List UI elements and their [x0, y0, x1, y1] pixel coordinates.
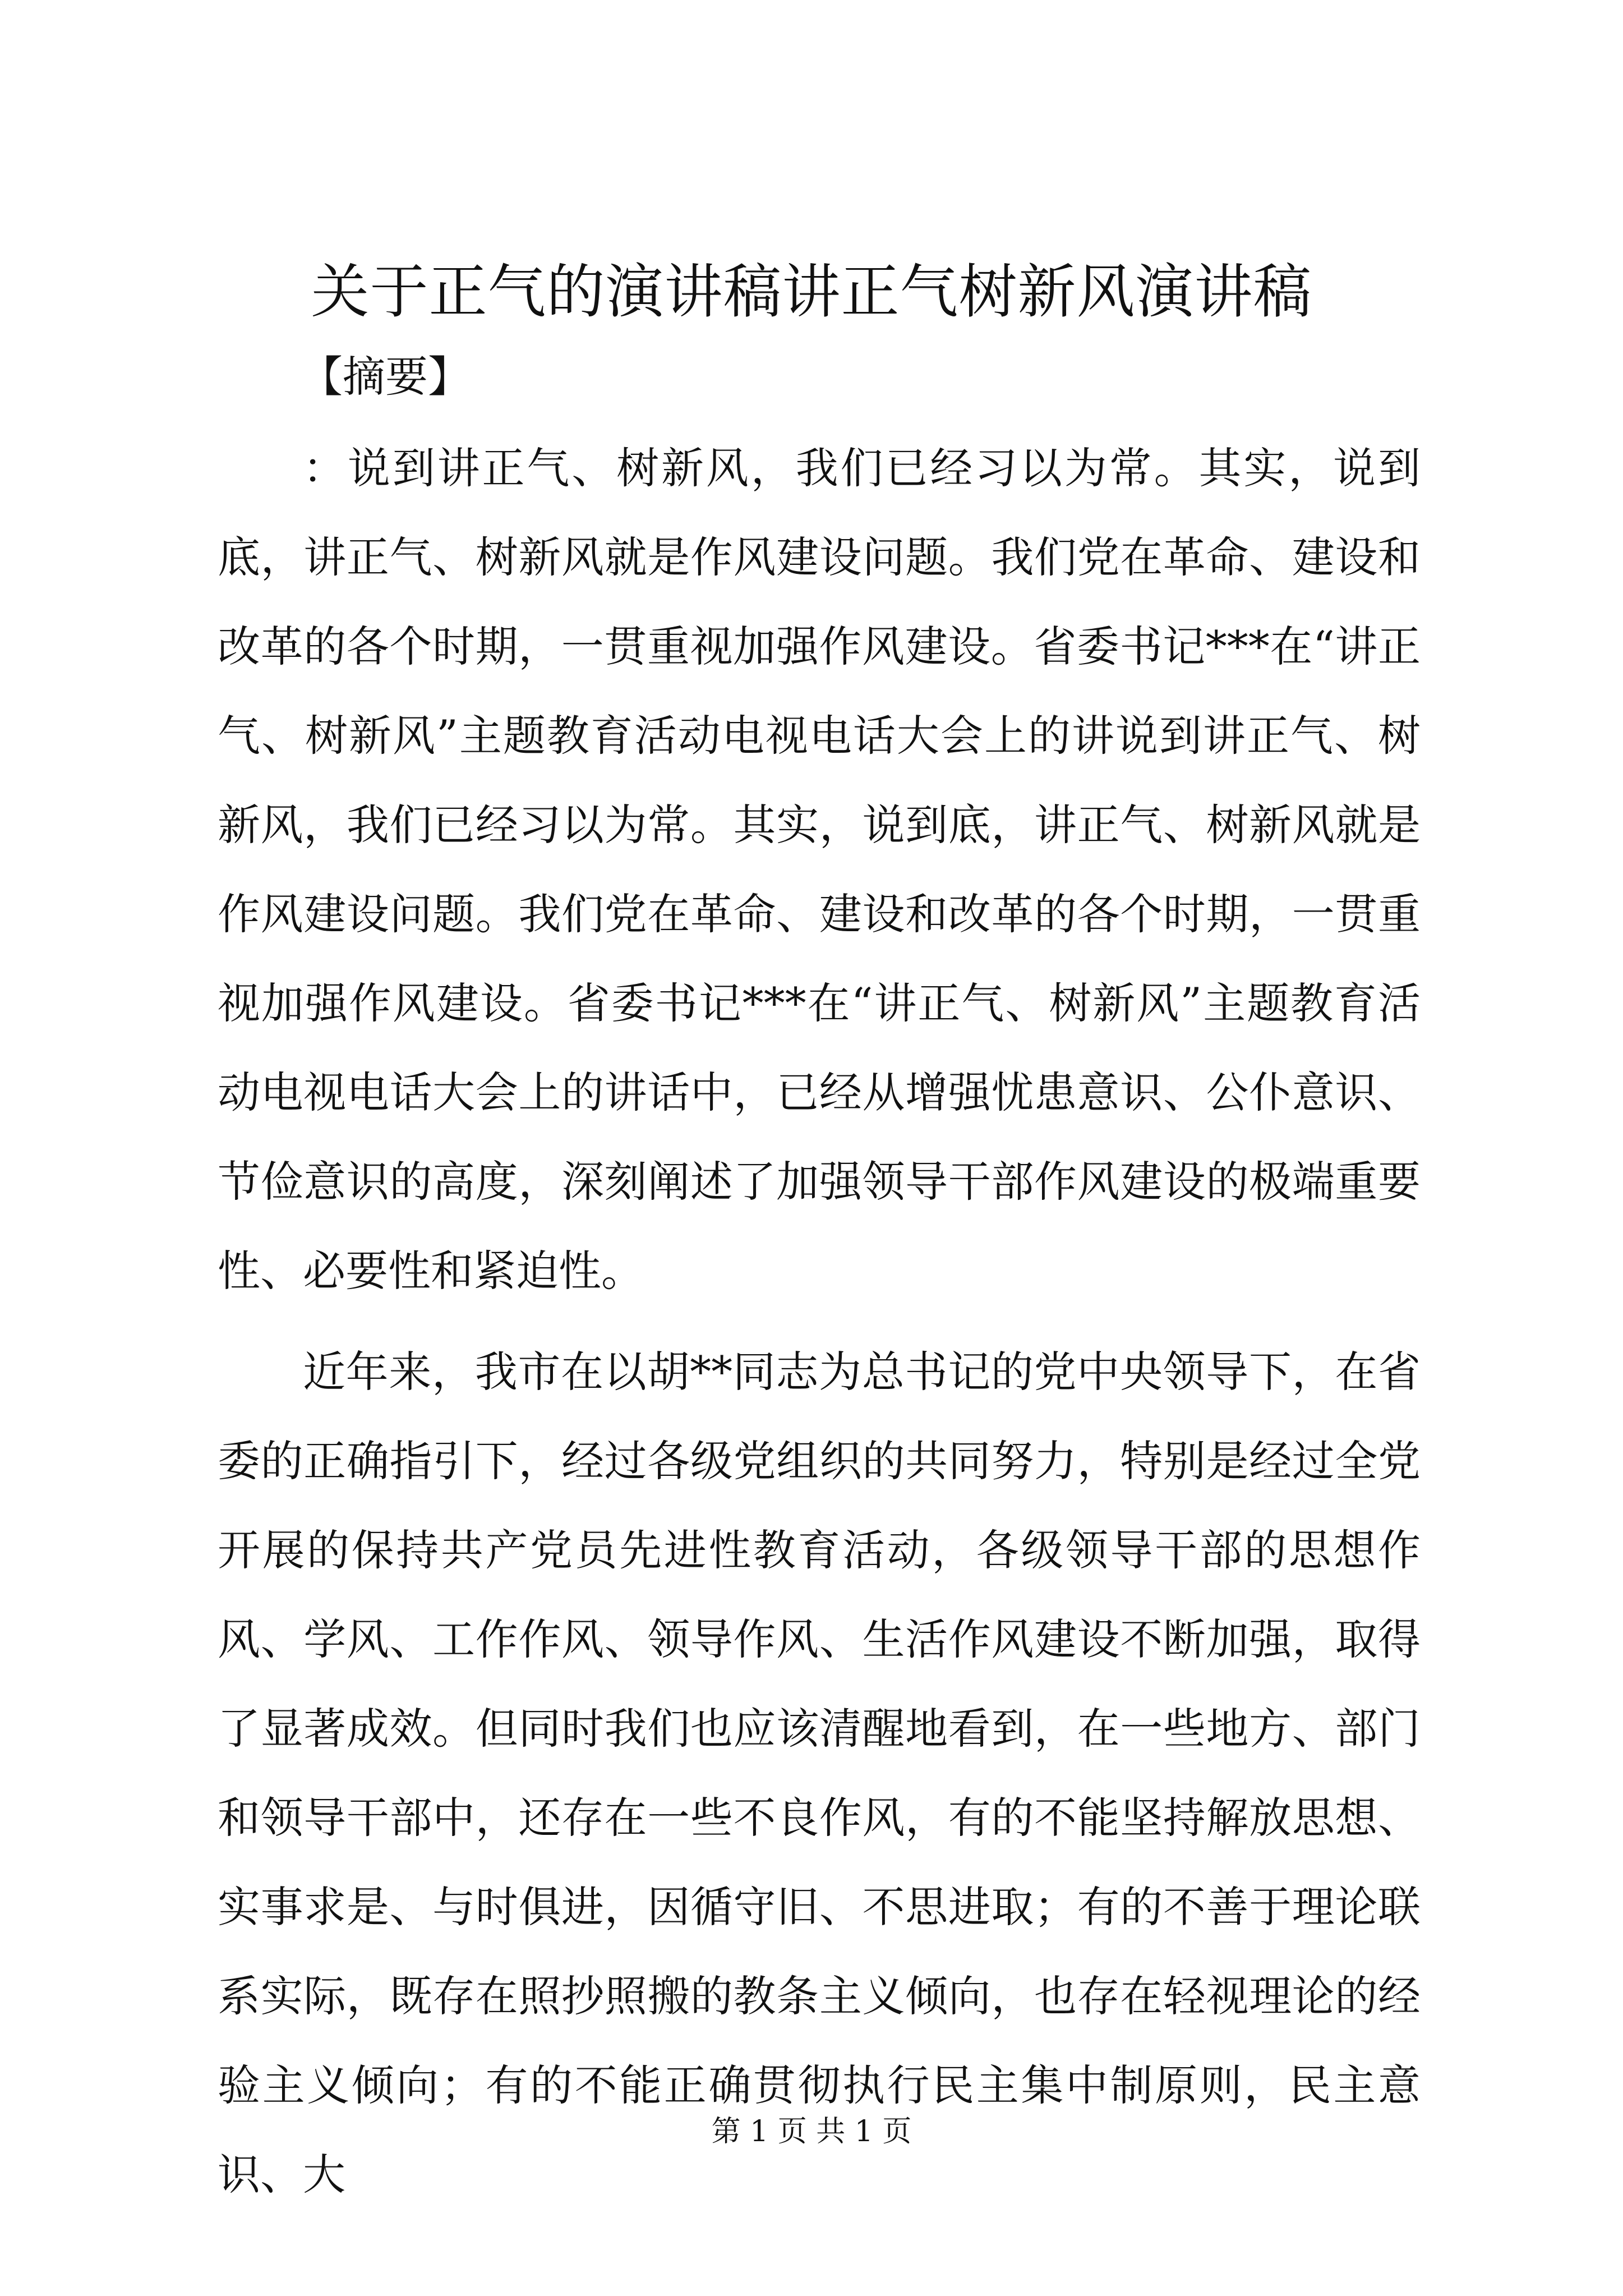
body-paragraph: ：说到讲正气、树新风，我们已经习以为常。其实，说到底，讲正气、树新风就是作风建设问题。我们党在革命、建设和改革的各个时期，一贯重视加强作风建设。省委书记***在“讲正气、树新风”主题教育活动电视电话大会上的讲说到讲正气、树新风，我们已经习以为常。其实，说到底，讲正气、树新风就是作风建设问题。我们党在革命、建设和改革的各个时期，一贯重视加强作风建设。省委书记***在“讲正气、树新风”主题教育活动电视电话大会上的讲话中，已经从增强忧患意识、公仆意识、节俭意识的高度，深刻阐述了加强领导干部作风建设的极端重要性、必要性和紧迫性。	[218, 443, 1421, 1296]
document-body	[218, 424, 1421, 2231]
body-paragraph: 近年来，我市在以胡**同志为总书记的党中央领导下，在省委的正确指引下，经过各级党组织的共同努力，特别是经过全党开展的保持共产党员先进性教育活动，各级领导干部的思想作风、学风、工作作风、领导作风、生活作风建设不断加强，取得了显著成效。但同时我们也应该清醒地看到，在一些地方、部门和领导干部中，还存在一些不良作风，有的不能坚持解放思想、实事求是、与时俱进，因循守旧、不思进取；有的不善于理论联系实际，既存在照抄照搬的教条主义倾向，也存在轻视理论的经验主义倾向；有的不能正确贯彻执行民主集中制原则，民主意识、大	[218, 1347, 1421, 2200]
abstract-label: 【摘要】	[300, 352, 471, 402]
document-title: 关于正气的演讲稿讲正气树新风演讲稿	[311, 257, 1312, 326]
page-footer: 第 1 页 共 1 页	[711, 2115, 912, 2148]
